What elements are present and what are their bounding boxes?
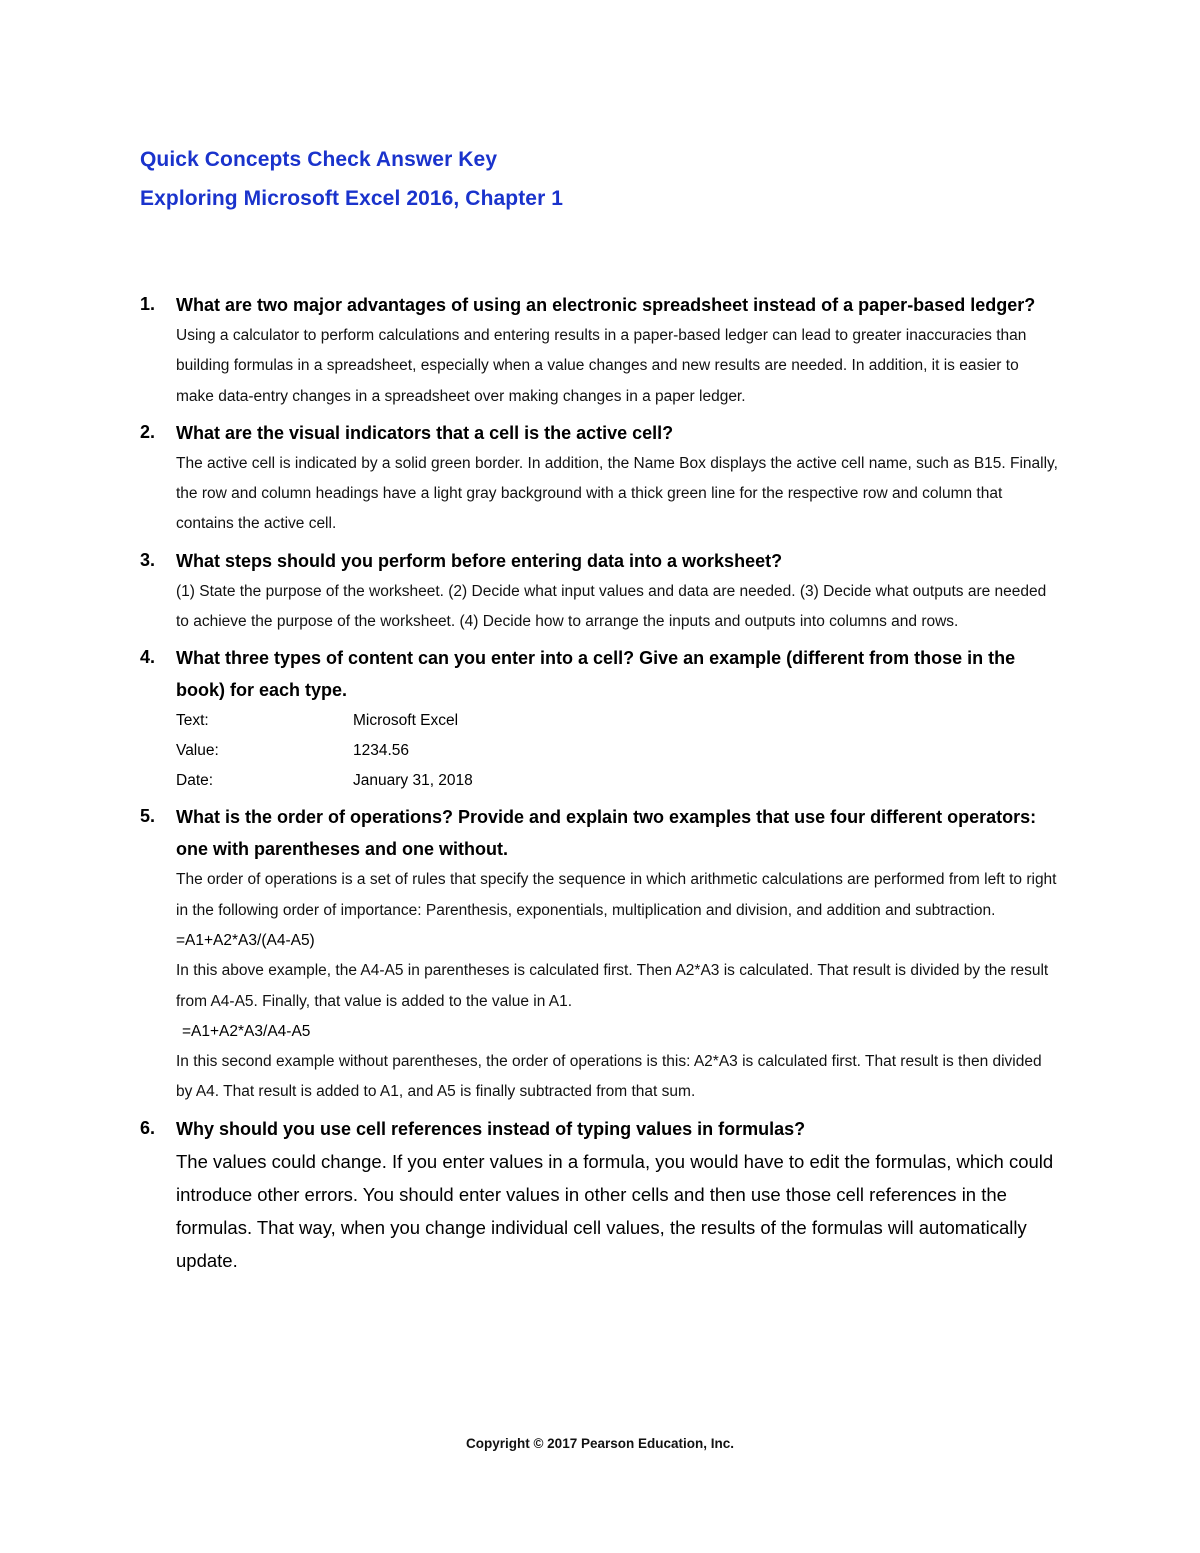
question-item-4: [140, 642, 1060, 796]
question-item-5: [140, 801, 1060, 1107]
content-type-label: Date:: [176, 772, 214, 790]
question-number: 3.: [140, 549, 156, 570]
question-number: 5.: [140, 806, 156, 827]
content-type-row: [176, 736, 1060, 766]
content-type-label: Value:: [176, 742, 219, 760]
question-text: Why should you use cell references instead of typing values in formulas?: [176, 1118, 806, 1139]
question-text: What are two major advantages of using an electronic spreadsheet instead of a paper-based ledger?: [176, 295, 1036, 315]
question-list: [140, 289, 1060, 1282]
formula-explanation-1: In this above example, the A4-A5 in parentheses is calculated first. Then A2*A3 is calculated. That result is divided by the result from A4-A5. Finally, that value is added to the value in A1.: [176, 962, 1049, 1010]
question-item-6: [140, 1113, 1060, 1277]
question-number: 1.: [140, 294, 156, 314]
formula-example-1: =A1+A2*A3/(A4-A5): [176, 931, 315, 949]
question-item-3: [140, 545, 1060, 638]
copyright-footer: Copyright © 2017 Pearson Education, Inc.: [465, 1436, 734, 1451]
content-type-row: [176, 706, 1060, 736]
question-number: 6.: [140, 1117, 156, 1138]
question-item-2: [140, 417, 1060, 540]
content-type-label: Text:: [176, 712, 209, 730]
question-text: What is the order of operations? Provide and explain two examples that use four different operators: one with parentheses and one without.: [176, 807, 1037, 860]
formula-explanation-2: In this second example without parentheses, the order of operations is this: A2*A3 is calculated first. That result is then divided by A4. That result is added to A1, and A5 is finally subtracted from that sum.: [176, 1053, 1042, 1101]
question-item-1: [140, 289, 1060, 412]
answer-text: Using a calculator to perform calculations and entering results in a paper-based ledger can lead to greater inaccuracies than building formulas in a spreadsheet, especially when a value changes and new results are needed. In addition, it is easier to make data-entry changes in a spreadsheet over making changes in a paper ledger.: [176, 327, 1027, 405]
question-number: 2.: [140, 421, 156, 442]
question-text: What are the visual indicators that a cell is the active cell?: [176, 422, 674, 443]
formula-example-2: =A1+A2*A3/A4-A5: [182, 1022, 311, 1040]
answer-text: The active cell is indicated by a solid green border. In addition, the Name Box displays the active cell name, such as B15. Finally, the row and column headings have a light gray background with a thick green line for the respective row and column that contains the active cell.: [176, 454, 1058, 533]
answer-text: The order of operations is a set of rules that specify the sequence in which arithmetic calculations are performed from left to right in the following order of importance: Parenthesis, exponentials, multiplication and division, and addition and subtraction.: [176, 871, 1057, 919]
content-type-example: Microsoft Excel: [353, 712, 459, 730]
answer-text: (1) State the purpose of the worksheet. (2) Decide what input values and data are needed. (3) Decide what outputs are needed to achieve the purpose of the worksheet. (4) Decide how to arrange the inputs and outputs into columns and rows.: [176, 582, 1047, 631]
document-title: Quick Concepts Check Answer Key: [140, 148, 498, 171]
question-text: What steps should you perform before entering data into a worksheet?: [176, 550, 783, 571]
answer-text: The values could change. If you enter values in a formula, you would have to edit the formulas, which could introduce other errors. You should enter values in other cells and then use those cell references in the formulas. That way, when you change individual cell values, the results of the formulas will automatically update.: [176, 1150, 1054, 1271]
content-type-row: [176, 766, 1060, 796]
content-type-example: January 31, 2018: [353, 772, 473, 790]
question-text: What three types of content can you enter into a cell? Give an example (different from those in the book) for each type.: [176, 648, 1016, 701]
content-type-example: 1234.56: [353, 742, 410, 760]
document-subtitle: Exploring Microsoft Excel 2016, Chapter 1: [140, 187, 564, 210]
question-number: 4.: [140, 647, 156, 668]
